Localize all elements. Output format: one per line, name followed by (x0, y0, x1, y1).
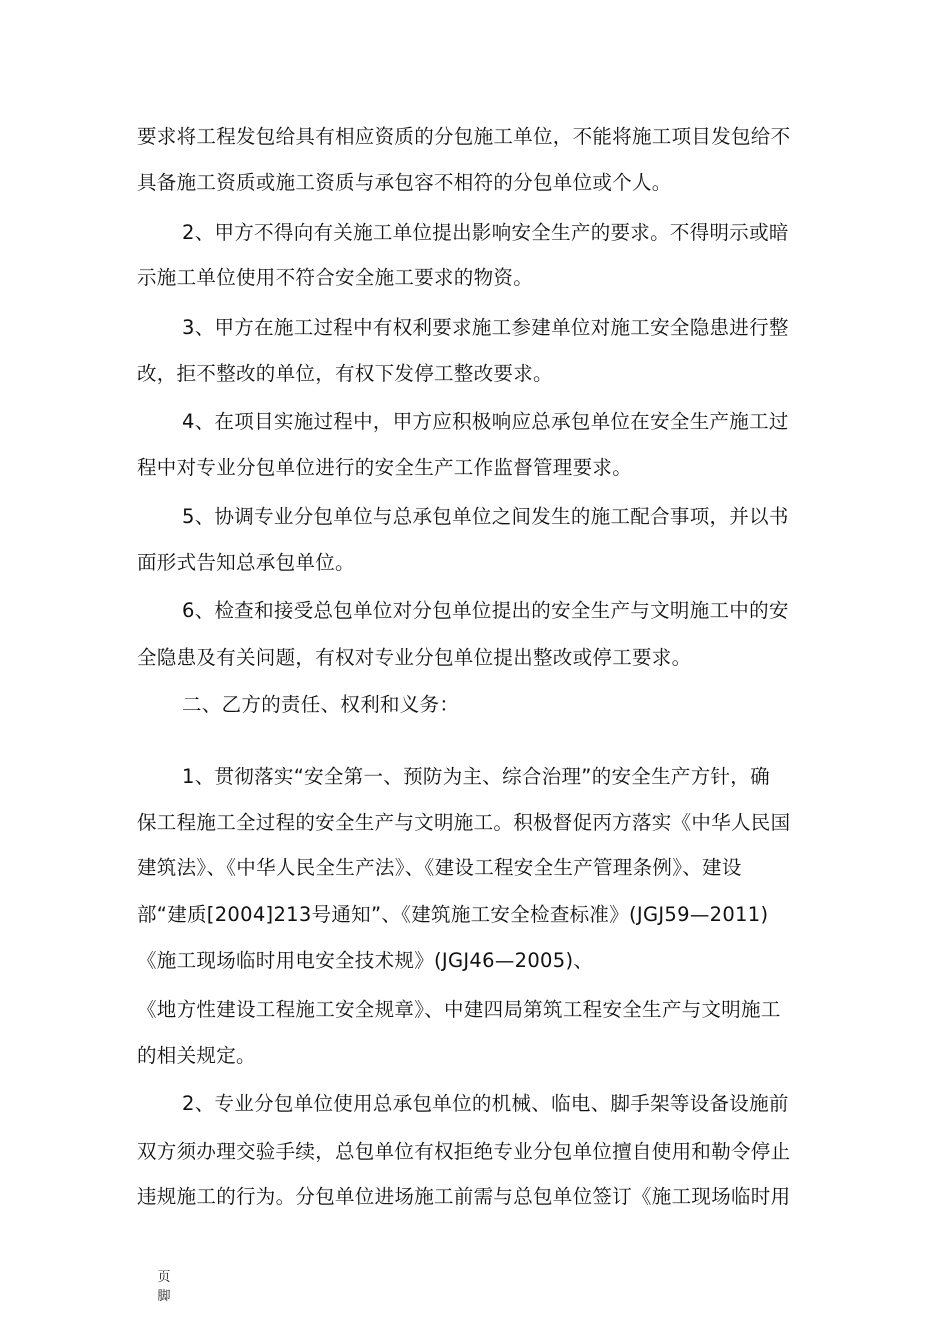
text-line: 具备施工资质或施工资质与承包容不相符的分包单位或个人。 (137, 171, 672, 194)
text-line: 5、协调专业分包单位与总承包单位之间发生的施工配合事项，并以书 (182, 505, 789, 528)
text-line: 改，拒不整改的单位，有权下发停工整改要求。 (137, 362, 553, 385)
page-footer (156, 1268, 172, 1306)
text-line: 《施工现场临时用电安全技术规》(JGJ46—2005)、 (137, 949, 594, 972)
footer-char: 脚 (157, 1289, 171, 1304)
text-line: 程中对专业分包单位进行的安全生产工作监督管理要求。 (137, 456, 633, 479)
text-line: 6、检查和接受总包单位对分包单位提出的安全生产与文明施工中的安 (182, 599, 789, 622)
text-line: 要求将工程发包给具有相应资质的分包施工单位，不能将施工项目发包给不 (137, 125, 791, 148)
footer-char: 页 (157, 1270, 171, 1285)
text-line: 1、贯彻落实“安全第一、预防为主、综合治理”的安全生产方针，确 (182, 765, 770, 788)
text-line: 的相关规定。 (137, 1044, 256, 1067)
text-line: 违规施工的行为。分包单位进场施工前需与总包单位签订《施工现场临时用 (137, 1185, 791, 1208)
text-line: 双方须办理交验手续，总包单位有权拒绝专业分包单位擅自使用和勒令停止 (137, 1140, 791, 1163)
text-line: 面形式告知总承包单位。 (137, 551, 355, 574)
section-heading: 二、乙方的责任、权利和义务： (182, 693, 460, 716)
text-line: 《地方性建设工程施工安全规章》、中建四局第筑工程安全生产与文明施工 (137, 998, 781, 1021)
text-line: 2、甲方不得向有关施工单位提出影响安全生产的要求。不得明示或暗 (182, 221, 789, 244)
text-line: 示施工单位使用不符合安全施工要求的物资。 (137, 266, 534, 289)
text-line: 保工程施工全过程的安全生产与文明施工。积极督促丙方落实《中华人民国 (137, 811, 791, 834)
text-line: 建筑法》、《中华人民全生产法》、《建设工程安全生产管理条例》、建设 (137, 856, 742, 879)
text-line: 4、在项目实施过程中，甲方应积极响应总承包单位在安全生产施工过 (182, 410, 789, 433)
text-line: 全隐患及有关问题，有权对专业分包单位提出整改或停工要求。 (137, 646, 692, 669)
text-line: 3、甲方在施工过程中有权利要求施工参建单位对施工安全隐患进行整 (182, 316, 789, 339)
text-line: 部“建质[2004]213号通知”、《建筑施工安全检查标准》(JGJ59—2011) (137, 903, 769, 926)
text-line: 2、专业分包单位使用总承包单位的机械、临电、脚手架等设备设施前 (182, 1092, 789, 1115)
